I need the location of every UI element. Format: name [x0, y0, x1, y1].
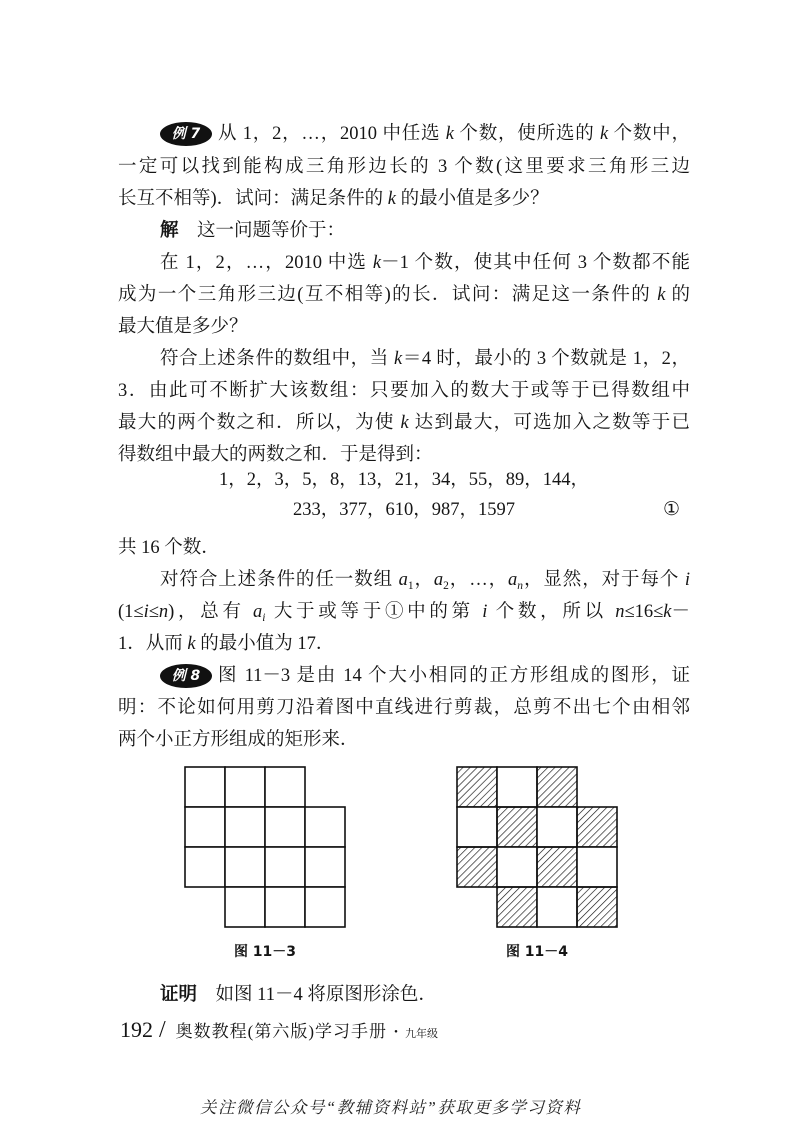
- white-square: [537, 807, 577, 847]
- conclusion-line: [118, 628, 334, 660]
- math-variable: k: [657, 285, 666, 305]
- title-dot: ・: [389, 1026, 403, 1041]
- bold-label: 解: [160, 220, 179, 241]
- shaded-square: [577, 887, 617, 927]
- text-run: 3．由此可不断扩大该数组：只要加入的数大于或等于已得数组中: [118, 381, 690, 401]
- grid-square: [225, 887, 265, 927]
- math-variable: n: [615, 602, 625, 622]
- problem-line: [218, 118, 690, 150]
- math-variable: k: [400, 413, 409, 433]
- math-variable: n: [158, 602, 169, 622]
- text-run: ，显然，对于每个: [523, 570, 685, 590]
- math-variable: a: [433, 570, 444, 590]
- text-run: －1 个数，使其中任何 3 个数都不能: [381, 253, 690, 273]
- conclusion-line: [118, 532, 220, 564]
- solution-line: [118, 407, 690, 439]
- text-run: 长互不相等)．试问：满足条件的: [118, 189, 388, 209]
- text-run: 这一问题等价于：: [178, 221, 346, 241]
- problem-line: [218, 660, 690, 692]
- figure-11-4: [457, 767, 617, 927]
- shaded-square: [497, 887, 537, 927]
- text-run: 最大值是多少？: [118, 317, 248, 337]
- grade-label: 九年级: [405, 1027, 438, 1040]
- text-run: ≤: [148, 602, 159, 622]
- white-square: [497, 767, 537, 807]
- math-variable: k: [394, 349, 403, 369]
- grid-square: [305, 887, 345, 927]
- text-run: 在 1，2，…，2010 中选: [160, 253, 373, 273]
- text-run: 个数，使所选的: [453, 124, 600, 144]
- text-run: ≤16≤: [624, 602, 664, 622]
- text-run: 共 16 个数．: [118, 538, 220, 558]
- text-run: ＝4 时，最小的 3 个数就是 1，2，: [402, 349, 690, 369]
- white-square: [497, 847, 537, 887]
- grid-square: [225, 807, 265, 847]
- shaded-square: [537, 767, 577, 807]
- figure-caption: 图 11－3: [233, 944, 297, 960]
- solution-line: [160, 343, 690, 375]
- text-run: 的最小值是多少？: [396, 189, 549, 209]
- math-variable: k: [387, 189, 397, 209]
- white-square: [457, 807, 497, 847]
- problem-line: [118, 151, 690, 183]
- text-run: 从 1，2，…，2010 中任选: [218, 124, 446, 144]
- text-run: 得数组中最大的两数之和．于是得到：: [118, 445, 433, 465]
- text-run: 明：不论如何用剪刀沿着图中直线进行剪裁，总剪不出七个由相邻: [118, 698, 690, 718]
- text-run: 对符合上述条件的任一数组: [160, 570, 399, 590]
- text-run: 图 11－3 是由 14 个大小相同的正方形组成的图形，证: [218, 666, 690, 686]
- proof-line: [160, 979, 437, 1011]
- solution-line: [160, 215, 345, 247]
- math-variable: a: [508, 570, 518, 590]
- footer-separator: /: [159, 1017, 166, 1043]
- text-run: 的最小值为 17．: [195, 634, 335, 654]
- figures: [180, 760, 625, 932]
- conclusion-line: [160, 564, 690, 596]
- grid-square: [265, 767, 305, 807]
- text-run: 个数，所以: [487, 602, 616, 622]
- grid-square: [305, 847, 345, 887]
- grid-square: [185, 847, 225, 887]
- text-run: 1．从而: [118, 634, 188, 654]
- figure-11-3: [185, 767, 345, 927]
- subscript-variable: n: [517, 579, 524, 592]
- text-run: －: [671, 602, 690, 622]
- grid-square: [265, 847, 305, 887]
- sequence-line-2: 233，377，610，987，1597: [292, 500, 515, 520]
- math-variable: k: [445, 124, 454, 144]
- grid-square: [185, 767, 225, 807]
- solution-line: [160, 247, 690, 279]
- grid-square: [265, 887, 305, 927]
- grid-square: [185, 807, 225, 847]
- math-variable: i: [684, 570, 690, 590]
- white-square: [577, 847, 617, 887]
- subscript: 1: [407, 579, 414, 592]
- solution-line: [118, 279, 690, 311]
- problem-line: [118, 692, 690, 724]
- grid-square: [225, 767, 265, 807]
- example-8-badge: 例 8: [160, 664, 212, 688]
- equation-label: ①: [663, 499, 681, 520]
- white-square: [537, 887, 577, 927]
- math-variable: k: [663, 602, 672, 622]
- text-run: 一定可以找到能构成三角形边长的 3 个数(这里要求三角形三边: [118, 157, 690, 177]
- math-variable: i: [143, 602, 149, 622]
- text-run: ，…，: [448, 570, 509, 590]
- bold-label: 证明: [160, 984, 198, 1005]
- shaded-square: [537, 847, 577, 887]
- example-7-badge: 例 7: [160, 122, 212, 146]
- problem-line: [118, 724, 359, 756]
- page-number: 192: [120, 1017, 153, 1042]
- math-variable: k: [187, 634, 196, 654]
- text-run: 如图 11－4 将原图形涂色．: [197, 985, 437, 1005]
- sequence-line-1: 1，2，3，5，8，13，21，34，55，89，144，: [218, 470, 589, 490]
- shaded-square: [497, 807, 537, 847]
- text-run: ，: [413, 570, 434, 590]
- text-run: 大于或等于①中的第: [265, 602, 483, 622]
- math-variable: k: [372, 253, 382, 273]
- shaded-square: [457, 767, 497, 807]
- math-variable: k: [599, 124, 609, 144]
- text-run: 达到最大，可选加入之数等于已: [408, 413, 690, 433]
- math-variable: a: [253, 602, 263, 622]
- figure-caption: 图 11－4: [505, 944, 569, 960]
- page-footer: [120, 1015, 438, 1045]
- math-variable: a: [398, 570, 408, 590]
- solution-line: [118, 375, 690, 407]
- conclusion-line: [118, 596, 690, 628]
- book-title: 奥数教程(第六版)学习手册: [175, 1022, 387, 1041]
- grid-square: [265, 807, 305, 847]
- subscript: 2: [443, 579, 449, 592]
- problem-line: [118, 183, 549, 215]
- shaded-square: [577, 807, 617, 847]
- text-run: 符合上述条件的数组中，当: [160, 349, 395, 369]
- text-run: 最大的两个数之和．所以，为使: [118, 413, 401, 433]
- text-run: 的: [665, 285, 690, 305]
- text-run: 成为一个三角形三边(互不相等)的长．试问：满足这一条件的: [118, 285, 658, 305]
- grid-square: [305, 807, 345, 847]
- text-run: 两个小正方形组成的矩形来．: [118, 730, 359, 750]
- subscript-variable: i: [262, 611, 266, 624]
- text-run: 个数中，: [608, 124, 690, 144]
- watermark-text: 关注微信公众号“教辅资料站”获取更多学习资料: [200, 1098, 582, 1117]
- shaded-square: [457, 847, 497, 887]
- math-variable: i: [482, 602, 488, 622]
- text-run: (1≤: [118, 602, 144, 622]
- text-run: )，总有: [168, 602, 254, 622]
- solution-line: [118, 311, 248, 343]
- grid-square: [225, 847, 265, 887]
